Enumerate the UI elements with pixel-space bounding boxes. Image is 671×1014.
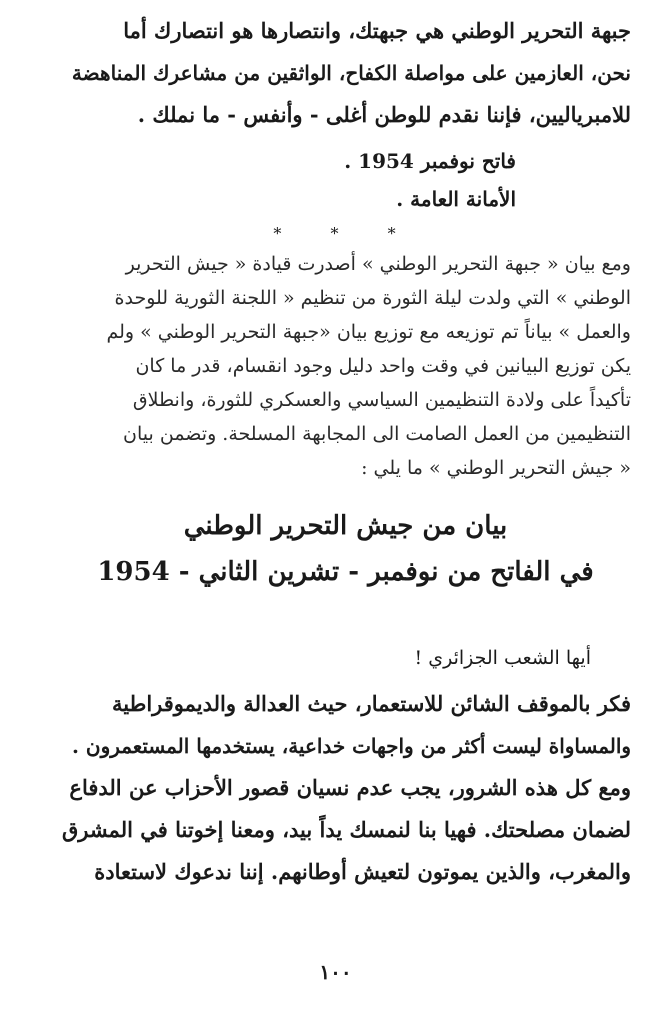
text-line: والمغرب، والذين يموتون لتعيش أوطانهم. إننا ندعوك لاستعادة [94, 859, 631, 884]
text-line: والمساواة ليست أكثر من واجهات خداعية، يستخدمها المستعمرون . [72, 734, 631, 758]
text-line: لضمان مصلحتك. فهيا بنا لنمسك يداً بيد، ومعنا إخوتنا في المشرق [61, 817, 631, 842]
paragraph-intro [60, 247, 631, 485]
paragraph-army-statement [60, 683, 631, 893]
page-number: ١٠٠ [319, 960, 352, 984]
paragraph-front-statement [60, 10, 631, 136]
heading-line-2: في الفاتح من نوفمبر - تشرين الثاني - 1954 [97, 557, 594, 587]
heading-line-1: بيان من جيش التحرير الوطني [183, 511, 508, 541]
text-line: جبهة التحرير الوطني هي جبهتك، وانتصارها هو انتصارك أما [123, 18, 631, 43]
signature-org: الأمانة العامة . [396, 187, 516, 211]
text-line: فكر بالموقف الشائن للاستعمار، حيث العدالة والديموقراطية [112, 691, 631, 716]
text-line: ومع بيان « جبهة التحرير الوطني » أصدرت قيادة « جيش التحرير [125, 253, 631, 275]
text-line: التنظيمين من العمل الصامت الى المجابهة المسلحة. وتضمن بيان [123, 423, 631, 445]
text-line: والعمل » بياناً تم توزيعه مع توزيع بيان «جبهة التحرير الوطني » ولم [106, 321, 631, 343]
text-line: الوطني » التي ولدت ليلة الثورة من تنظيم « اللجنة الثورية للوحدة [114, 287, 631, 309]
section-heading [60, 503, 631, 595]
text-line: تأكيداً على ولادة التنظيمين السياسي والعسكري للثورة، وانطلاق [132, 389, 631, 411]
text-line: يكن توزيع البيانين في وقت واحد دليل وجود انقسام، قدر ما كان [135, 355, 631, 377]
book-page [60, 10, 631, 1004]
section-divider-stars: * * * [273, 224, 418, 243]
text-line: « جيش التحرير الوطني » ما يلي : [361, 457, 631, 479]
signature-date: فاتح نوفمبر 1954 . [344, 149, 516, 173]
signature-block [60, 142, 631, 218]
text-line: للامبرياليين، فإننا نقدم للوطن أغلى - وأنفس - ما نملك . [137, 102, 631, 127]
text-line: نحن، العازمين على مواصلة الكفاح، الواثقين من مشاعرك المناهضة [71, 61, 631, 85]
address-line: أيها الشعب الجزائري ! [414, 647, 591, 669]
text-line: ومع كل هذه الشرور، يجب عدم نسيان قصور الأحزاب عن الدفاع [69, 775, 631, 800]
